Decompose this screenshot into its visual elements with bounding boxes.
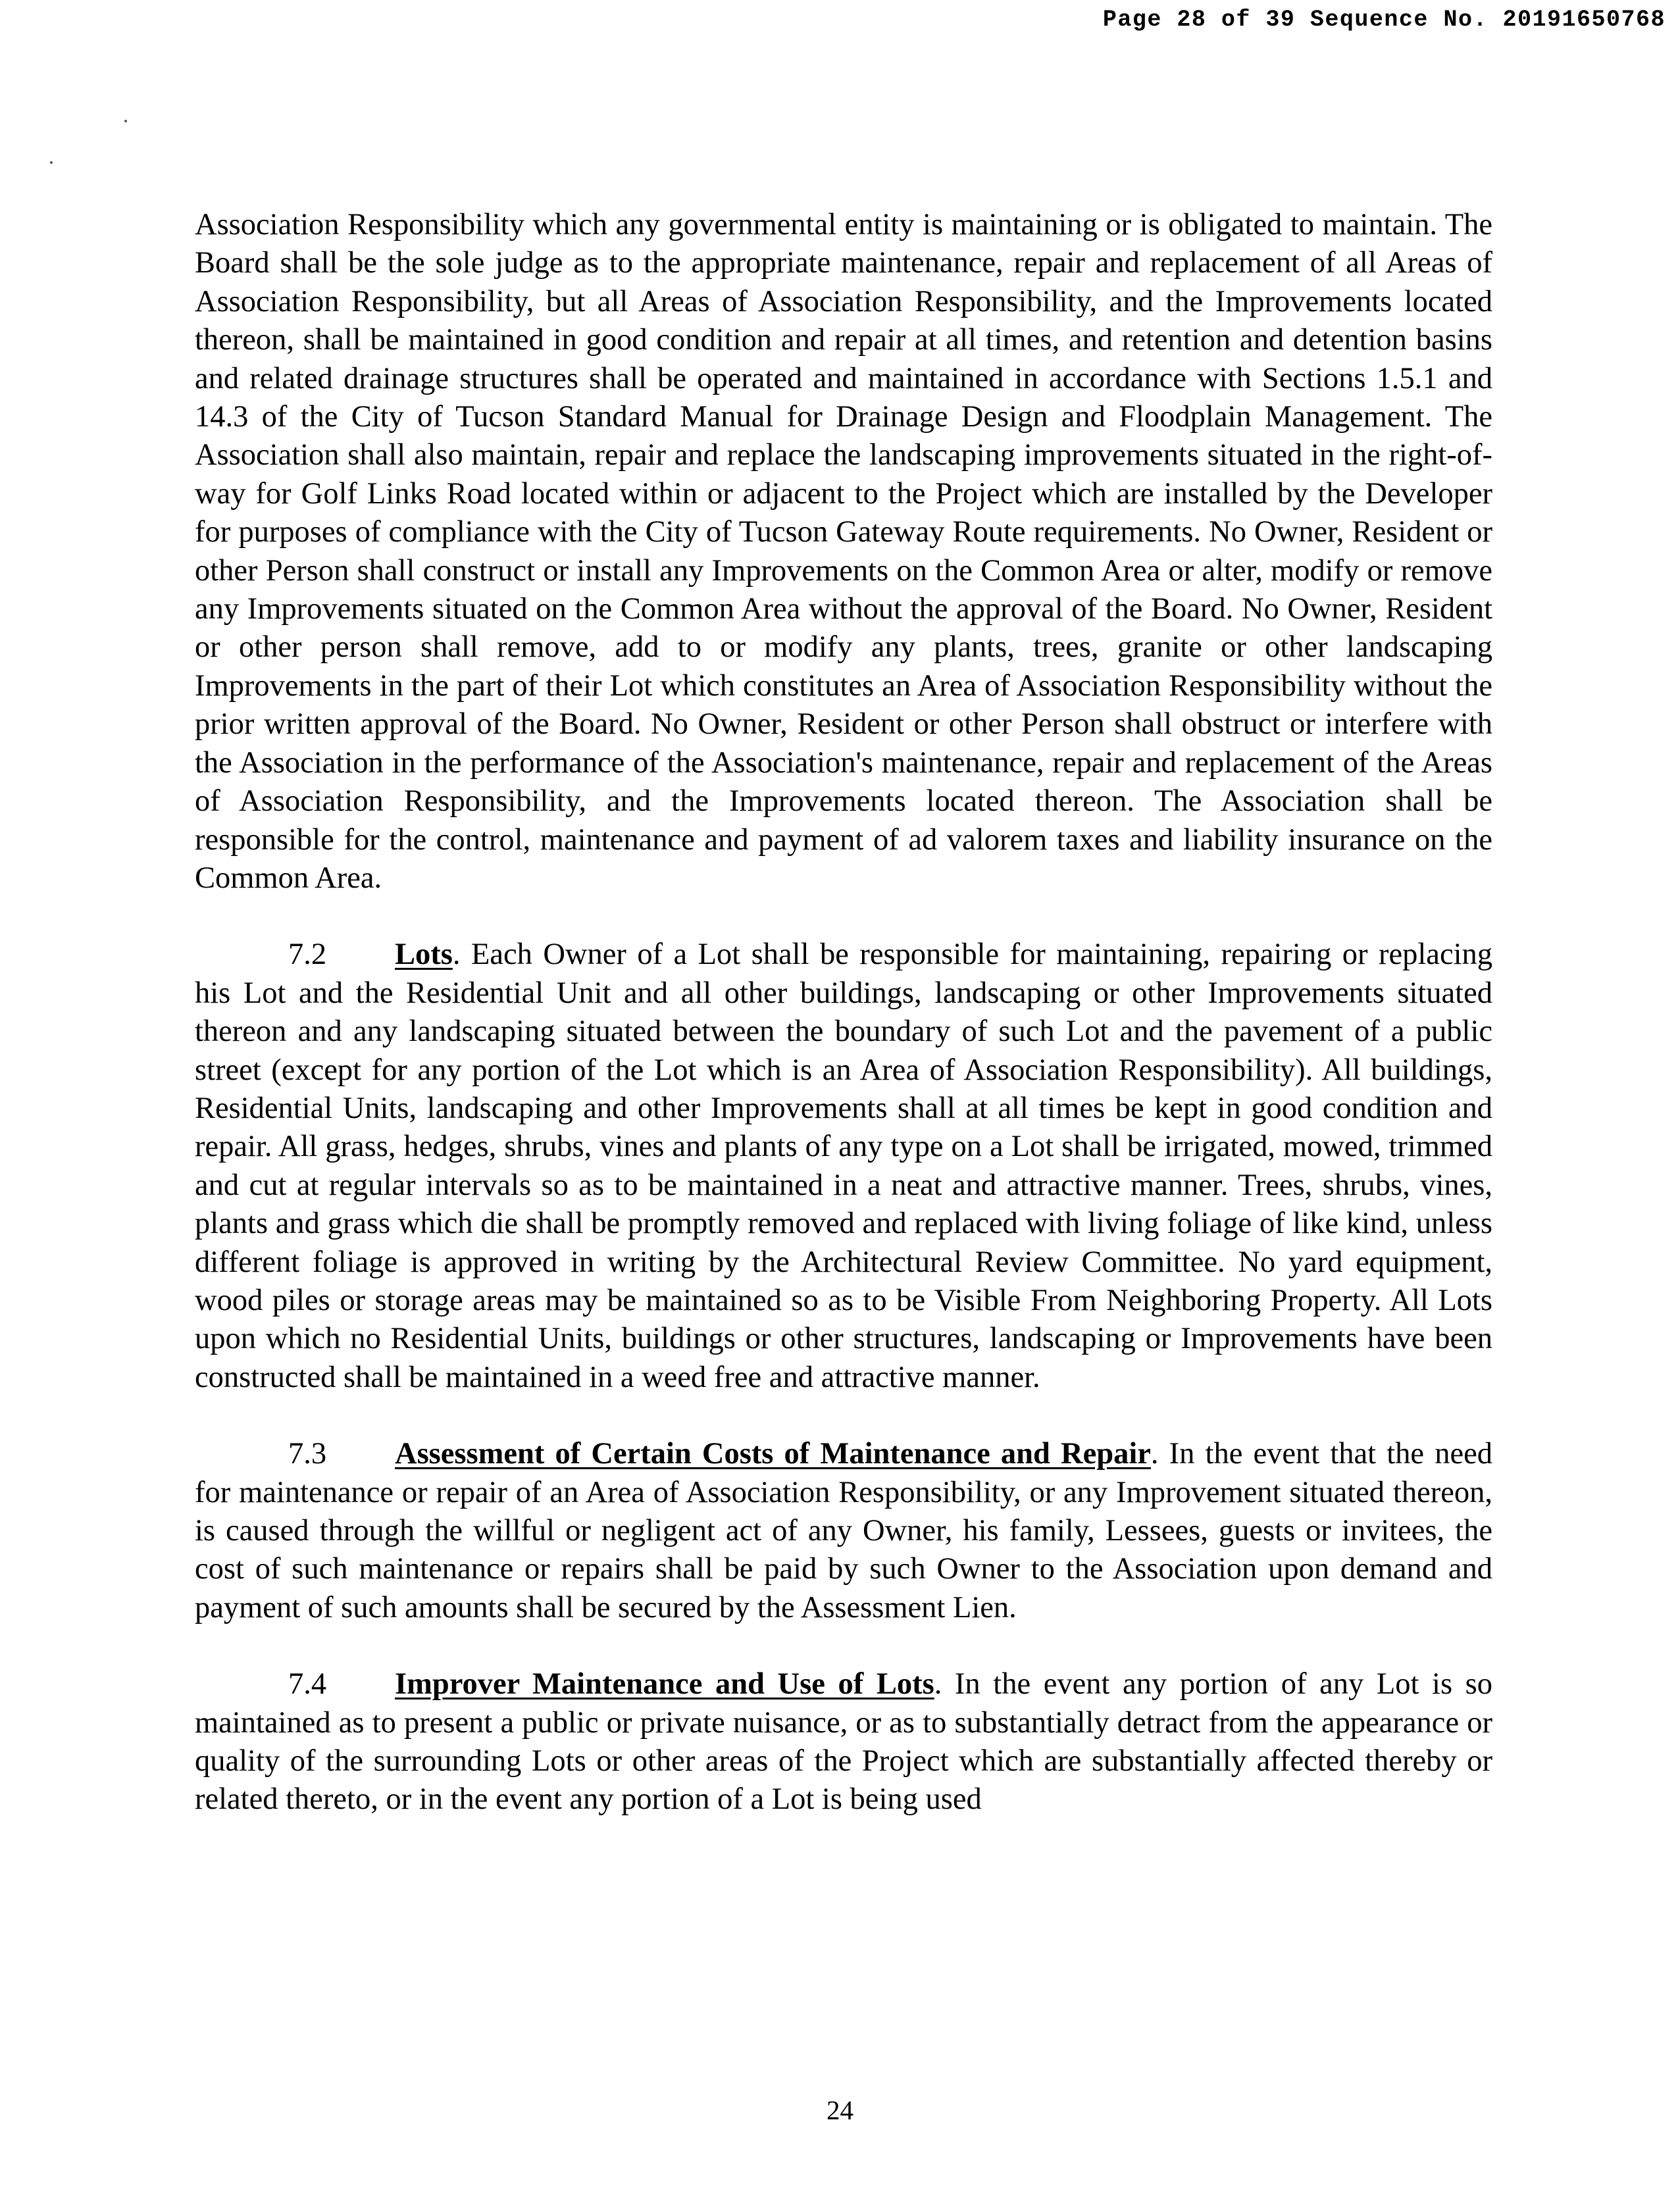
section-heading: Lots <box>395 938 453 972</box>
recording-stamp: Page 28 of 39 Sequence No. 20191650768 <box>1102 7 1666 33</box>
section-7-3 <box>195 1435 1492 1627</box>
section-text: . In the event any portion of any Lot is so maintained as to present a public or private nuisance, or as to substantially detract from the appearance or quality of the surrounding Lots or other areas of the Project which are substantially affected thereby or related thereto, or in the event any portion of a Lot is being used <box>195 1667 1492 1817</box>
section-text: . Each Owner of a Lot shall be responsible for maintaining, repairing or replacing his Lot and the Residential Unit and all other buildings, landscaping or other Improvements situated thereon and any landscaping situated between the boundary of such Lot and the pavement of a public street (except for any portion of the Lot which is an Area of Association Responsibility). All buildings, Residential Units, landscaping and other Improvements shall at all times be kept in good condition and repair. All grass, hedges, shrubs, vines and plants of any type on a Lot shall be irrigated, mowed, trimmed and cut at regular intervals so as to be maintained in a neat and attractive manner. Trees, shrubs, vines, plants and grass which die shall be promptly removed and replaced with living foliage of like kind, unless different foliage is approved in writing by the Architectural Review Committee. No yard equipment, wood piles or storage areas may be maintained so as to be Visible From Neighboring Property. All Lots upon which no Residential Units, buildings or other structures, landscaping or Improvements have been constructed shall be maintained in a weed free and attractive manner. <box>195 938 1492 1394</box>
section-text: . In the event that the need for maintenance or repair of an Area of Association Responsibility, or any Improvement situated thereon, is caused through the willful or negligent act of any Owner, his family, Lessees, guests or invitees, the cost of such maintenance or repairs shall be paid by such Owner to the Association upon demand and payment of such amounts shall be secured by the Assessment Lien. <box>195 1437 1492 1624</box>
scan-artifact-dot <box>50 161 53 164</box>
section-7-2 <box>195 936 1492 1397</box>
section-heading: Improver Maintenance and Use of Lots <box>395 1667 934 1701</box>
section-number: 7.3 <box>288 1437 327 1471</box>
section-heading: Assessment of Certain Costs of Maintenance and Repair <box>395 1437 1151 1471</box>
section-7-4 <box>195 1665 1492 1819</box>
page-number: 24 <box>827 2095 853 2125</box>
section-number: 7.4 <box>288 1667 327 1701</box>
section-number: 7.2 <box>288 938 327 972</box>
continued-paragraph: Association Responsibility which any governmental entity is maintaining or is obligated to maintain. The Board shall be the sole judge as to the appropriate maintenance, repair and replacement of all Areas of Association Responsibility, but all Areas of Association Responsibility, and the Improvements located thereon, shall be maintained in good condition and repair at all times, and retention and detention basins and related drainage structures shall be operated and maintained in accordance with Sections 1.5.1 and 14.3 of the City of Tucson Standard Manual for Drainage Design and Floodplain Management. The Association shall also maintain, repair and replace the landscaping improvements situated in the right-of-way for Golf Links Road located within or adjacent to the Project which are installed by the Developer for purposes of compliance with the City of Tucson Gateway Route requirements. No Owner, Resident or other Person shall construct or install any Improvements on the Common Area or alter, modify or remove any Improvements situated on the Common Area without the approval of the Board. No Owner, Resident or other person shall remove, add to or modify any plants, trees, granite or other landscaping Improvements in the part of their Lot which constitutes an Area of Association Responsibility without the prior written approval of the Board. No Owner, Resident or other Person shall obstruct or interfere with the Association in the performance of the Association's maintenance, repair and replacement of the Areas of Association Responsibility, and the Improvements located thereon. The Association shall be responsible for the control, maintenance and payment of ad valorem taxes and liability insurance on the Common Area. <box>195 208 1492 895</box>
document-body <box>195 206 1492 1857</box>
scan-artifact-dot <box>124 120 127 122</box>
